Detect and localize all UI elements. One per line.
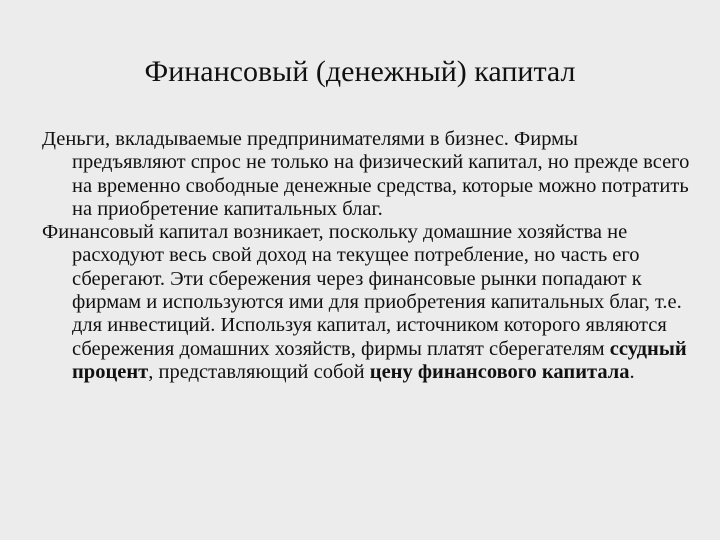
- bold-term-loan-interest: ссудный процент: [72, 337, 687, 383]
- bold-term-price-of-capital: цену финансового капитала: [369, 360, 630, 383]
- slide-body: [42, 128, 692, 384]
- slide-title: Финансовый (денежный) капитал: [144, 55, 576, 88]
- paragraph-text-end: .: [629, 360, 635, 383]
- paragraph-text-start: Финансовый капитал возникает, поскольку домашние хозяйства не расходуют весь свой доход на текущее потребление, но часть его сберегают. Эти сбережения через финансовые рынки попадают к фирмам и используются ими для приобретения капитальных благ, т.е. для инвестиций. Используя капитал, источником которого являются сбережения домашних хозяйств, фирмы платят сберегателям: [42, 221, 682, 360]
- paragraph-money-definition: Деньги, вкладываемые предпринимателями в бизнес. Фирмы предъявляют спрос не только на физический капитал, но прежде всего на временно свободные денежные средства, которые можно потратить на приобретение капитальных благ.: [42, 128, 690, 220]
- paragraph-financial-capital: [42, 221, 692, 384]
- paragraph-text-middle: , представляющий собой: [148, 360, 370, 383]
